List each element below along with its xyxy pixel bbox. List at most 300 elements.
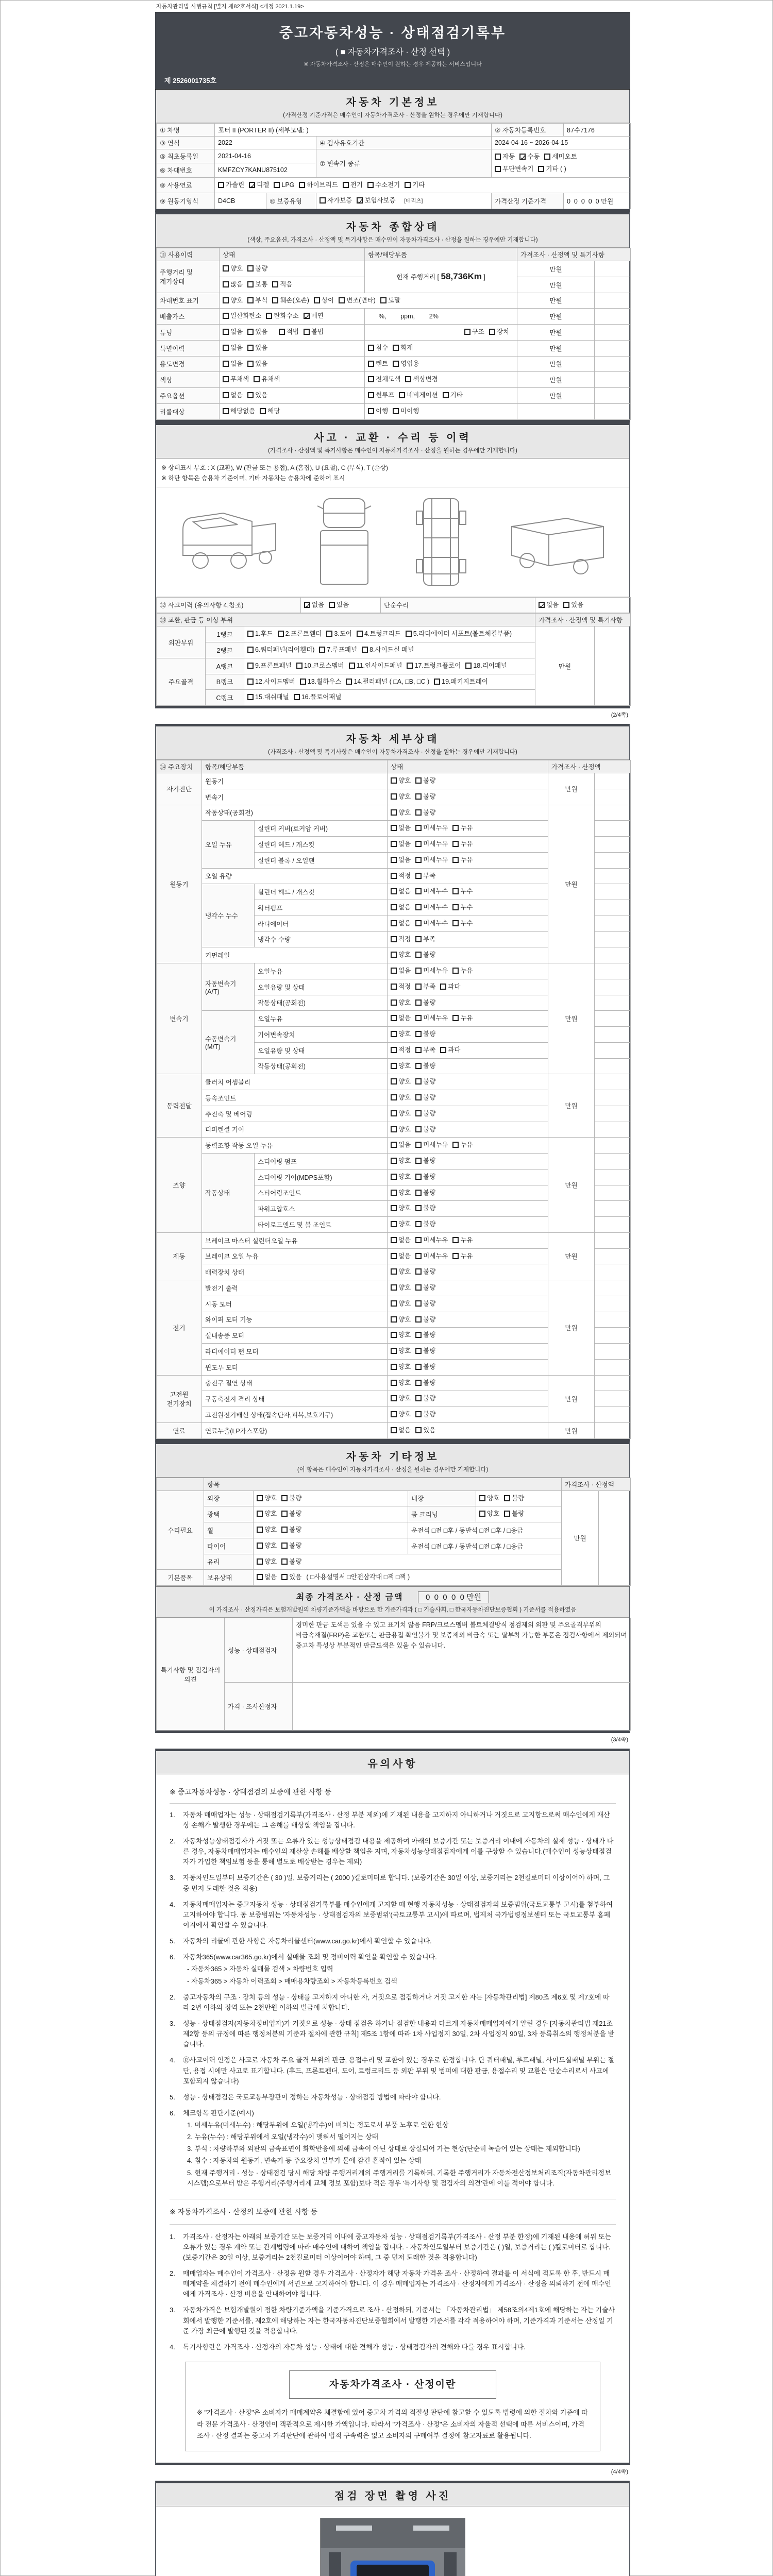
checkbox-option[interactable] xyxy=(247,358,267,370)
checkbox-icon[interactable] xyxy=(223,392,229,398)
checkbox-option[interactable] xyxy=(415,918,448,930)
checkbox-icon[interactable] xyxy=(393,345,399,351)
checkbox-icon[interactable] xyxy=(415,888,422,894)
checkbox-option[interactable] xyxy=(223,326,243,338)
checkbox-option[interactable] xyxy=(415,886,448,898)
rank-item[interactable] xyxy=(247,660,292,672)
checkbox-option[interactable] xyxy=(391,1314,411,1326)
checkbox-option[interactable] xyxy=(257,1493,277,1505)
checkbox-icon[interactable] xyxy=(247,694,254,700)
checkbox-option[interactable] xyxy=(391,934,411,946)
checkbox-icon[interactable] xyxy=(368,392,374,398)
checkbox-checked-icon[interactable] xyxy=(539,602,545,608)
checkbox-icon[interactable] xyxy=(281,1543,288,1549)
checkbox-option[interactable] xyxy=(415,1028,435,1041)
checkbox-icon[interactable] xyxy=(415,1015,422,1021)
checkbox-option[interactable] xyxy=(281,1524,301,1536)
checkbox-option[interactable] xyxy=(391,1187,411,1199)
checkbox-icon[interactable] xyxy=(257,1511,263,1517)
checkbox-option[interactable] xyxy=(405,179,425,192)
checkbox-option[interactable] xyxy=(223,263,243,275)
checkbox-option[interactable] xyxy=(391,902,411,914)
checkbox-checked-icon[interactable] xyxy=(357,197,363,204)
checkbox-option[interactable] xyxy=(320,195,352,207)
checkbox-option[interactable] xyxy=(367,179,400,192)
checkbox-icon[interactable] xyxy=(391,952,397,958)
checkbox-option[interactable] xyxy=(452,1250,473,1263)
checkbox-option[interactable] xyxy=(391,1218,411,1231)
rank-item[interactable] xyxy=(319,644,357,656)
checkbox-icon[interactable] xyxy=(415,1078,422,1084)
checkbox-icon[interactable] xyxy=(223,297,229,303)
checkbox-icon[interactable] xyxy=(452,968,459,974)
checkbox-option[interactable] xyxy=(415,934,435,946)
checkbox-icon[interactable] xyxy=(391,1031,397,1037)
checkbox-icon[interactable] xyxy=(391,1078,397,1084)
checkbox-icon[interactable] xyxy=(257,1495,263,1501)
rank-item[interactable] xyxy=(247,644,314,656)
checkbox-option[interactable] xyxy=(504,1508,524,1520)
checkbox-option[interactable] xyxy=(415,1234,448,1247)
checkbox-icon[interactable] xyxy=(391,873,397,879)
checkbox-option[interactable] xyxy=(391,1108,411,1120)
checkbox-option[interactable] xyxy=(399,389,438,402)
checkbox-icon[interactable] xyxy=(415,873,422,879)
checkbox-icon[interactable] xyxy=(415,809,422,816)
checkbox-icon[interactable] xyxy=(391,1316,397,1323)
checkbox-icon[interactable] xyxy=(495,166,501,172)
checkbox-icon[interactable] xyxy=(415,1237,422,1243)
checkbox-icon[interactable] xyxy=(223,265,229,272)
checkbox-icon[interactable] xyxy=(440,1047,446,1053)
checkbox-option[interactable] xyxy=(452,1234,473,1247)
checkbox-icon[interactable] xyxy=(329,602,335,608)
checkbox-icon[interactable] xyxy=(415,1411,422,1417)
checkbox-icon[interactable] xyxy=(452,1142,459,1148)
checkbox-option[interactable] xyxy=(443,389,463,402)
checkbox-icon[interactable] xyxy=(452,857,459,863)
checkbox-icon[interactable] xyxy=(368,376,374,382)
checkbox-option[interactable] xyxy=(391,997,411,1009)
checkbox-icon[interactable] xyxy=(281,1511,288,1517)
checkbox-icon[interactable] xyxy=(391,888,397,894)
checkbox-option[interactable] xyxy=(415,1044,435,1057)
checkbox-icon[interactable] xyxy=(415,1348,422,1354)
checkbox-option[interactable] xyxy=(391,1345,411,1358)
checkbox-option[interactable] xyxy=(391,1202,411,1215)
checkbox-icon[interactable] xyxy=(391,1395,397,1401)
checkbox-option[interactable] xyxy=(393,342,413,354)
rank-item[interactable] xyxy=(300,676,342,688)
checkbox-icon[interactable] xyxy=(405,182,411,188)
checkbox-icon[interactable] xyxy=(440,984,446,990)
checkbox-option[interactable] xyxy=(415,791,435,803)
checkbox-icon[interactable] xyxy=(415,1047,422,1053)
checkbox-option[interactable] xyxy=(479,1508,499,1520)
checkbox-option[interactable] xyxy=(415,1314,435,1326)
checkbox-icon[interactable] xyxy=(452,1253,459,1259)
checkbox-icon[interactable] xyxy=(391,904,397,910)
checkbox-option[interactable] xyxy=(368,389,394,402)
checkbox-icon[interactable] xyxy=(367,182,374,188)
checkbox-option[interactable] xyxy=(304,326,324,338)
checkbox-option[interactable] xyxy=(279,326,299,338)
checkbox-icon[interactable] xyxy=(415,952,422,958)
checkbox-icon[interactable] xyxy=(415,1395,422,1401)
checkbox-option[interactable] xyxy=(452,838,473,851)
checkbox-icon[interactable] xyxy=(391,1190,397,1196)
checkbox-option[interactable] xyxy=(519,151,540,163)
checkbox-icon[interactable] xyxy=(257,1543,263,1549)
checkbox-option[interactable] xyxy=(415,1155,435,1167)
checkbox-icon[interactable] xyxy=(274,182,280,188)
checkbox-icon[interactable] xyxy=(391,1142,397,1148)
checkbox-option[interactable] xyxy=(391,1092,411,1104)
checkbox-option[interactable] xyxy=(415,1139,448,1151)
checkbox-option[interactable] xyxy=(249,179,269,192)
checkbox-option[interactable] xyxy=(391,775,411,787)
checkbox-icon[interactable] xyxy=(281,1527,288,1533)
checkbox-icon[interactable] xyxy=(504,1495,510,1501)
checkbox-option[interactable] xyxy=(391,981,411,993)
checkbox-option[interactable] xyxy=(272,295,309,307)
checkbox-icon[interactable] xyxy=(281,1558,288,1565)
rank-item[interactable] xyxy=(247,628,273,640)
checkbox-option[interactable] xyxy=(504,1493,524,1505)
checkbox-option[interactable] xyxy=(314,295,334,307)
checkbox-option[interactable] xyxy=(415,1060,435,1073)
checkbox-option[interactable] xyxy=(391,918,411,930)
checkbox-icon[interactable] xyxy=(415,936,422,942)
checkbox-option[interactable] xyxy=(272,279,292,291)
checkbox-option[interactable] xyxy=(391,1139,411,1151)
checkbox-option[interactable] xyxy=(391,1012,411,1025)
checkbox-option[interactable] xyxy=(260,405,280,418)
checkbox-option[interactable] xyxy=(393,358,419,370)
checkbox-icon[interactable] xyxy=(266,313,272,319)
checkbox-icon[interactable] xyxy=(405,376,411,382)
checkbox-option[interactable] xyxy=(391,1124,411,1136)
checkbox-option[interactable] xyxy=(223,279,243,291)
checkbox-icon[interactable] xyxy=(223,313,229,319)
checkbox-option[interactable] xyxy=(464,326,484,338)
checkbox-icon[interactable] xyxy=(406,631,412,637)
checkbox-icon[interactable] xyxy=(415,1253,422,1259)
checkbox-option[interactable] xyxy=(281,1508,301,1520)
checkbox-icon[interactable] xyxy=(415,1031,422,1037)
checkbox-option[interactable] xyxy=(452,1012,473,1025)
rank-item[interactable] xyxy=(407,660,461,672)
checkbox-option[interactable] xyxy=(452,918,473,930)
checkbox-option[interactable] xyxy=(391,1060,411,1073)
checkbox-option[interactable] xyxy=(495,151,515,163)
checkbox-option[interactable] xyxy=(538,163,566,176)
checkbox-icon[interactable] xyxy=(391,1126,397,1132)
checkbox-icon[interactable] xyxy=(281,1495,288,1501)
rank-item[interactable] xyxy=(357,628,401,640)
rank-item[interactable] xyxy=(406,628,512,640)
checkbox-option[interactable] xyxy=(452,1139,473,1151)
checkbox-icon[interactable] xyxy=(368,361,374,367)
checkbox-option[interactable] xyxy=(415,997,435,1009)
checkbox-icon[interactable] xyxy=(415,920,422,926)
checkbox-option[interactable] xyxy=(343,179,363,192)
checkbox-option[interactable] xyxy=(329,599,349,612)
checkbox-option[interactable] xyxy=(391,870,411,883)
checkbox-icon[interactable] xyxy=(391,825,397,831)
rank-item[interactable] xyxy=(278,628,322,640)
checkbox-icon[interactable] xyxy=(300,679,306,685)
checkbox-checked-icon[interactable] xyxy=(249,182,255,188)
checkbox-icon[interactable] xyxy=(391,1221,397,1227)
checkbox-option[interactable] xyxy=(415,1108,435,1120)
checkbox-icon[interactable] xyxy=(415,1427,422,1433)
checkbox-icon[interactable] xyxy=(415,841,422,847)
checkbox-icon[interactable] xyxy=(314,297,320,303)
checkbox-option[interactable] xyxy=(415,1171,435,1183)
checkbox-icon[interactable] xyxy=(247,345,254,351)
checkbox-icon[interactable] xyxy=(391,857,397,863)
checkbox-option[interactable] xyxy=(368,358,388,370)
checkbox-option[interactable] xyxy=(223,389,243,402)
rank-item[interactable] xyxy=(296,660,344,672)
checkbox-option[interactable] xyxy=(415,1076,435,1088)
checkbox-option[interactable] xyxy=(415,1092,435,1104)
checkbox-option[interactable] xyxy=(563,599,583,612)
checkbox-option[interactable] xyxy=(415,1124,435,1136)
checkbox-option[interactable] xyxy=(281,1556,301,1568)
checkbox-icon[interactable] xyxy=(563,602,569,608)
checkbox-icon[interactable] xyxy=(278,631,284,637)
checkbox-icon[interactable] xyxy=(452,904,459,910)
checkbox-option[interactable] xyxy=(223,295,243,307)
checkbox-option[interactable] xyxy=(257,1508,277,1520)
rank-item[interactable] xyxy=(247,676,295,688)
checkbox-option[interactable] xyxy=(479,1493,499,1505)
checkbox-option[interactable] xyxy=(391,1234,411,1247)
checkbox-icon[interactable] xyxy=(257,1574,263,1580)
checkbox-option[interactable] xyxy=(452,854,473,867)
checkbox-icon[interactable] xyxy=(391,1253,397,1259)
checkbox-icon[interactable] xyxy=(415,1380,422,1386)
checkbox-option[interactable] xyxy=(415,1187,435,1199)
checkbox-icon[interactable] xyxy=(247,329,254,335)
checkbox-option[interactable] xyxy=(415,1425,435,1437)
checkbox-icon[interactable] xyxy=(415,1063,422,1069)
checkbox-option[interactable] xyxy=(299,179,338,192)
checkbox-icon[interactable] xyxy=(223,345,229,351)
checkbox-option[interactable] xyxy=(452,822,473,835)
checkbox-option[interactable] xyxy=(405,374,438,386)
checkbox-option[interactable] xyxy=(247,295,267,307)
checkbox-icon[interactable] xyxy=(391,1237,397,1243)
checkbox-option[interactable] xyxy=(415,949,435,961)
checkbox-option[interactable] xyxy=(391,1282,411,1294)
checkbox-option[interactable] xyxy=(391,1425,411,1437)
checkbox-icon[interactable] xyxy=(391,920,397,926)
checkbox-icon[interactable] xyxy=(391,936,397,942)
checkbox-icon[interactable] xyxy=(391,1284,397,1291)
checkbox-option[interactable] xyxy=(391,965,411,977)
checkbox-checked-icon[interactable] xyxy=(519,154,526,160)
rank-item[interactable] xyxy=(326,628,352,640)
checkbox-option[interactable] xyxy=(391,886,411,898)
checkbox-icon[interactable] xyxy=(415,1110,422,1116)
checkbox-icon[interactable] xyxy=(349,663,355,669)
checkbox-option[interactable] xyxy=(339,295,376,307)
checkbox-icon[interactable] xyxy=(415,1316,422,1323)
checkbox-icon[interactable] xyxy=(391,1094,397,1100)
checkbox-option[interactable] xyxy=(281,1493,301,1505)
checkbox-icon[interactable] xyxy=(247,663,254,669)
checkbox-icon[interactable] xyxy=(391,1158,397,1164)
rank-item[interactable] xyxy=(346,676,429,688)
checkbox-icon[interactable] xyxy=(391,809,397,816)
checkbox-option[interactable] xyxy=(247,326,267,338)
checkbox-icon[interactable] xyxy=(223,408,229,414)
checkbox-icon[interactable] xyxy=(479,1495,485,1501)
checkbox-icon[interactable] xyxy=(391,841,397,847)
checkbox-option[interactable] xyxy=(223,405,255,418)
checkbox-checked-icon[interactable] xyxy=(304,602,310,608)
checkbox-icon[interactable] xyxy=(294,694,300,700)
checkbox-option[interactable] xyxy=(223,358,243,370)
checkbox-icon[interactable] xyxy=(391,1110,397,1116)
checkbox-icon[interactable] xyxy=(443,392,449,398)
checkbox-icon[interactable] xyxy=(391,999,397,1006)
checkbox-icon[interactable] xyxy=(415,904,422,910)
checkbox-option[interactable] xyxy=(415,902,448,914)
checkbox-option[interactable] xyxy=(415,1361,435,1374)
checkbox-icon[interactable] xyxy=(223,361,229,367)
checkbox-icon[interactable] xyxy=(223,329,229,335)
checkbox-icon[interactable] xyxy=(380,297,386,303)
checkbox-option[interactable] xyxy=(368,405,388,418)
checkbox-option[interactable] xyxy=(247,263,267,275)
checkbox-icon[interactable] xyxy=(489,329,495,335)
checkbox-option[interactable] xyxy=(415,1012,448,1025)
checkbox-icon[interactable] xyxy=(415,777,422,784)
checkbox-icon[interactable] xyxy=(247,647,254,653)
checkbox-icon[interactable] xyxy=(391,1063,397,1069)
checkbox-option[interactable] xyxy=(391,1361,411,1374)
checkbox-option[interactable] xyxy=(415,1393,435,1405)
checkbox-icon[interactable] xyxy=(391,1380,397,1386)
checkbox-icon[interactable] xyxy=(415,1300,422,1307)
checkbox-icon[interactable] xyxy=(260,408,266,414)
checkbox-icon[interactable] xyxy=(415,1174,422,1180)
checkbox-icon[interactable] xyxy=(247,265,254,272)
checkbox-option[interactable] xyxy=(544,151,577,163)
checkbox-icon[interactable] xyxy=(391,1047,397,1053)
checkbox-icon[interactable] xyxy=(247,281,254,287)
checkbox-icon[interactable] xyxy=(339,297,345,303)
checkbox-icon[interactable] xyxy=(391,793,397,800)
checkbox-option[interactable] xyxy=(368,374,400,386)
checkbox-option[interactable] xyxy=(223,310,261,323)
checkbox-option[interactable] xyxy=(440,981,460,993)
checkbox-icon[interactable] xyxy=(257,1527,263,1533)
checkbox-icon[interactable] xyxy=(247,361,254,367)
checkbox-icon[interactable] xyxy=(415,793,422,800)
checkbox-option[interactable] xyxy=(452,902,473,914)
checkbox-option[interactable] xyxy=(391,854,411,867)
checkbox-option[interactable] xyxy=(281,1571,301,1584)
checkbox-option[interactable] xyxy=(415,854,448,867)
checkbox-option[interactable] xyxy=(415,838,448,851)
checkbox-option[interactable] xyxy=(247,279,267,291)
checkbox-icon[interactable] xyxy=(391,1268,397,1275)
checkbox-icon[interactable] xyxy=(415,1205,422,1211)
checkbox-option[interactable] xyxy=(266,310,298,323)
checkbox-option[interactable] xyxy=(391,822,411,835)
checkbox-option[interactable] xyxy=(393,405,419,418)
checkbox-icon[interactable] xyxy=(391,1348,397,1354)
checkbox-icon[interactable] xyxy=(326,631,332,637)
checkbox-icon[interactable] xyxy=(391,1015,397,1021)
checkbox-icon[interactable] xyxy=(391,984,397,990)
checkbox-option[interactable] xyxy=(452,886,473,898)
checkbox-option[interactable] xyxy=(391,1044,411,1057)
checkbox-icon[interactable] xyxy=(538,166,544,172)
checkbox-icon[interactable] xyxy=(415,984,422,990)
checkbox-option[interactable] xyxy=(415,807,435,819)
checkbox-option[interactable] xyxy=(223,374,249,386)
checkbox-option[interactable] xyxy=(254,374,280,386)
checkbox-icon[interactable] xyxy=(464,329,470,335)
checkbox-icon[interactable] xyxy=(415,1142,422,1148)
checkbox-option[interactable] xyxy=(452,965,473,977)
checkbox-icon[interactable] xyxy=(407,663,413,669)
checkbox-option[interactable] xyxy=(415,775,435,787)
checkbox-option[interactable] xyxy=(391,838,411,851)
checkbox-icon[interactable] xyxy=(452,841,459,847)
checkbox-icon[interactable] xyxy=(391,1332,397,1338)
checkbox-option[interactable] xyxy=(247,389,267,402)
checkbox-option[interactable] xyxy=(489,326,509,338)
checkbox-icon[interactable] xyxy=(254,376,260,382)
checkbox-option[interactable] xyxy=(257,1540,277,1552)
checkbox-option[interactable] xyxy=(415,981,435,993)
checkbox-option[interactable] xyxy=(415,1266,435,1278)
checkbox-option[interactable] xyxy=(357,195,395,207)
checkbox-option[interactable] xyxy=(391,1298,411,1310)
checkbox-option[interactable] xyxy=(274,179,294,192)
checkbox-icon[interactable] xyxy=(247,679,254,685)
checkbox-option[interactable] xyxy=(257,1571,277,1584)
checkbox-icon[interactable] xyxy=(320,197,326,204)
checkbox-icon[interactable] xyxy=(391,1411,397,1417)
checkbox-option[interactable] xyxy=(281,1540,301,1552)
checkbox-option[interactable] xyxy=(304,599,324,612)
checkbox-option[interactable] xyxy=(415,1377,435,1389)
checkbox-option[interactable] xyxy=(391,1266,411,1278)
checkbox-option[interactable] xyxy=(495,163,533,176)
checkbox-option[interactable] xyxy=(391,1171,411,1183)
checkbox-icon[interactable] xyxy=(368,408,374,414)
checkbox-icon[interactable] xyxy=(415,1126,422,1132)
checkbox-icon[interactable] xyxy=(495,154,501,160)
checkbox-option[interactable] xyxy=(391,1028,411,1041)
checkbox-icon[interactable] xyxy=(247,392,254,398)
checkbox-icon[interactable] xyxy=(343,182,349,188)
rank-item[interactable] xyxy=(294,691,342,704)
checkbox-option[interactable] xyxy=(415,1345,435,1358)
checkbox-icon[interactable] xyxy=(304,329,310,335)
checkbox-icon[interactable] xyxy=(415,1332,422,1338)
checkbox-option[interactable] xyxy=(391,1250,411,1263)
checkbox-icon[interactable] xyxy=(362,647,368,653)
